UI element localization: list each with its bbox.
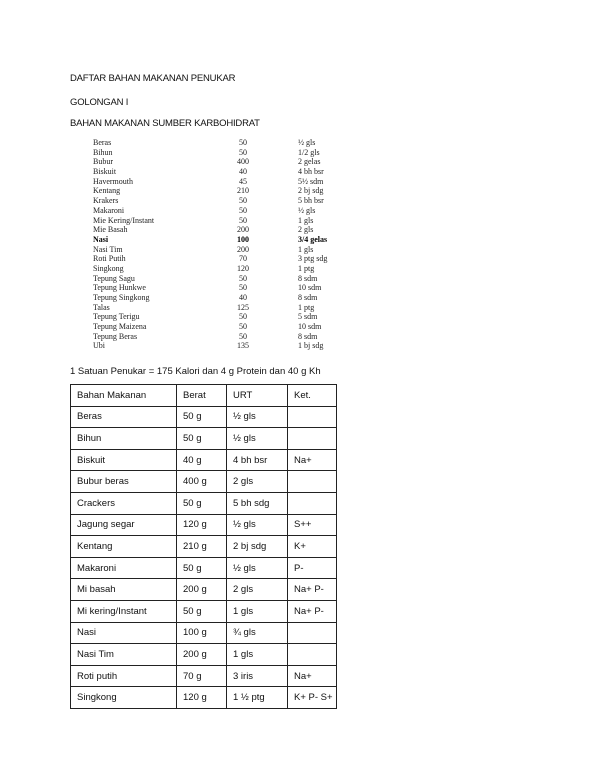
table-cell-urt: 4 bh bsr	[227, 449, 288, 471]
table-cell-urt: ½ gls	[227, 428, 288, 450]
table-cell-bahan: Bubur beras	[71, 471, 177, 493]
list-item-name: Mie Basah	[93, 225, 128, 235]
list-item-weight: 200	[237, 225, 249, 235]
food-exchange-table	[70, 384, 337, 709]
table-row	[71, 600, 337, 622]
table-cell-urt: 2 gls	[227, 579, 288, 601]
list-item-urt: 1 bj sdg	[298, 341, 324, 351]
list-item-weight: 70	[239, 254, 247, 264]
list-item-weight: 50	[239, 283, 247, 293]
list-item-urt: 4 bh bsr	[298, 167, 324, 177]
table-cell-berat: 70 g	[177, 665, 227, 687]
list-item-urt: 5 sdm	[298, 312, 318, 322]
table-cell-urt: 2 gls	[227, 471, 288, 493]
table-row	[71, 449, 337, 471]
list-item-weight: 40	[239, 293, 247, 302]
table-cell-berat: 50 g	[177, 557, 227, 579]
column-header-bahan: Bahan Makanan	[71, 385, 177, 407]
table-cell-berat: 200 g	[177, 579, 227, 601]
list-item-urt: 1 gls	[298, 244, 314, 254]
table-cell-bahan: Nasi Tim	[71, 644, 177, 666]
list-item-urt: 10 sdm	[298, 322, 322, 332]
list-item-name: Bihun	[93, 147, 113, 157]
list-item-name: Mie Kering/Instant	[93, 215, 155, 225]
list-item-urt: 3 ptg sdg	[298, 254, 328, 264]
table-cell-urt: 3 iris	[227, 665, 288, 687]
list-item-weight: 50	[239, 322, 247, 332]
list-item-weight: 400	[237, 157, 249, 167]
group-heading: GOLONGAN I	[70, 97, 129, 108]
table-row	[71, 536, 337, 558]
list-item-weight: 50	[239, 273, 247, 283]
table-cell-urt: 1 gls	[227, 600, 288, 622]
list-item	[93, 235, 373, 245]
table-cell-bahan: Crackers	[71, 492, 177, 514]
table-header-row	[71, 385, 337, 407]
table-cell-berat: 50 g	[177, 428, 227, 450]
list-item	[93, 177, 373, 187]
list-item-weight: 50	[239, 205, 247, 215]
list-item	[93, 225, 373, 235]
table-cell-ket	[288, 492, 337, 514]
table-cell-urt: ¾ gls	[227, 622, 288, 644]
list-item-weight: 200	[237, 244, 249, 254]
list-item-name: Kentang	[93, 186, 121, 196]
table-row	[71, 687, 337, 709]
table-row	[71, 665, 337, 687]
list-item-weight: 210	[237, 186, 249, 196]
list-item-weight: 50	[239, 196, 247, 206]
list-item	[93, 264, 373, 274]
table-cell-ket: K+	[288, 536, 337, 558]
table-cell-bahan: Mi kering/Instant	[71, 600, 177, 622]
table-cell-bahan: Beras	[71, 406, 177, 428]
table-cell-ket: P-	[288, 557, 337, 579]
column-header-urt: URT	[227, 385, 288, 407]
list-item-name: Roti Putih	[93, 254, 126, 264]
list-item-weight: 125	[237, 302, 249, 312]
list-item	[93, 293, 373, 303]
table-row	[71, 406, 337, 428]
list-item	[93, 196, 373, 206]
table-cell-urt: ½ gls	[227, 514, 288, 536]
list-item	[93, 216, 373, 226]
list-item-name: Nasi	[93, 234, 109, 244]
table-cell-ket: S++	[288, 514, 337, 536]
table-cell-urt: 1 gls	[227, 644, 288, 666]
table-cell-bahan: Biskuit	[71, 449, 177, 471]
list-item-name: Bubur	[93, 157, 113, 167]
list-item	[93, 254, 373, 264]
list-item-weight: 50	[239, 138, 247, 147]
table-cell-bahan: Nasi	[71, 622, 177, 644]
list-item-urt: 3/4 gelas	[298, 234, 328, 244]
table-row	[71, 579, 337, 601]
list-item	[93, 322, 373, 332]
table-cell-ket	[288, 471, 337, 493]
list-item	[93, 303, 373, 313]
list-item-weight: 50	[239, 331, 247, 341]
list-item-name: Tepung Beras	[93, 331, 138, 341]
table-cell-urt: ½ gls	[227, 557, 288, 579]
list-item-weight: 45	[239, 176, 247, 186]
table-cell-bahan: Singkong	[71, 687, 177, 709]
list-item-urt: 8 sdm	[298, 273, 318, 283]
list-item	[93, 274, 373, 284]
table-row	[71, 514, 337, 536]
list-item-name: Tepung Maizena	[93, 322, 147, 332]
table-row	[71, 557, 337, 579]
table-cell-berat: 50 g	[177, 600, 227, 622]
table-cell-urt: 1 ½ ptg	[227, 687, 288, 709]
list-item	[93, 157, 373, 167]
list-item-name: Krakers	[93, 196, 119, 206]
table-row	[71, 644, 337, 666]
list-item	[93, 186, 373, 196]
table-cell-berat: 50 g	[177, 492, 227, 514]
table-cell-berat: 200 g	[177, 644, 227, 666]
table-cell-berat: 210 g	[177, 536, 227, 558]
list-item-weight: 100	[237, 234, 249, 244]
table-cell-ket: Na+ P-	[288, 579, 337, 601]
table-cell-ket	[288, 622, 337, 644]
list-item-urt: 2 gelas	[298, 157, 321, 167]
table-cell-berat: 120 g	[177, 687, 227, 709]
table-cell-ket	[288, 428, 337, 450]
list-item-weight: 50	[239, 215, 247, 225]
list-item-weight: 135	[237, 341, 249, 351]
list-item-name: Talas	[93, 302, 110, 312]
table-cell-berat: 120 g	[177, 514, 227, 536]
list-item-name: Nasi Tim	[93, 244, 123, 254]
table-row	[71, 492, 337, 514]
list-item-name: Makaroni	[93, 205, 125, 215]
list-item-urt: 10 sdm	[298, 283, 322, 293]
list-item-name: Ubi	[93, 341, 105, 351]
list-item	[93, 341, 373, 351]
list-item	[93, 167, 373, 177]
column-header-berat: Berat	[177, 385, 227, 407]
list-item	[93, 138, 373, 148]
list-item-urt: ½ gls	[298, 138, 316, 147]
list-item-urt: 1 ptg	[298, 302, 315, 312]
table-cell-bahan: Jagung segar	[71, 514, 177, 536]
table-cell-urt: 2 bj sdg	[227, 536, 288, 558]
list-item-name: Tepung Sagu	[93, 273, 135, 283]
table-cell-urt: 5 bh sdg	[227, 492, 288, 514]
list-item	[93, 206, 373, 216]
list-item-urt: ½ gls	[298, 205, 316, 215]
column-header-ket: Ket.	[288, 385, 337, 407]
list-item-name: Tepung Hunkwe	[93, 283, 146, 293]
list-item-urt: 8 sdm	[298, 293, 318, 302]
table-cell-bahan: Bihun	[71, 428, 177, 450]
list-item-urt: 2 gls	[298, 225, 314, 235]
list-item-name: Tepung Terigu	[93, 312, 140, 322]
table-cell-bahan: Mi basah	[71, 579, 177, 601]
table-cell-berat: 40 g	[177, 449, 227, 471]
table-cell-ket: K+ P- S+	[288, 687, 337, 709]
table-row	[71, 622, 337, 644]
table-cell-bahan: Roti putih	[71, 665, 177, 687]
list-item-urt: 1 ptg	[298, 263, 315, 273]
category-heading: BAHAN MAKANAN SUMBER KARBOHIDRAT	[70, 118, 260, 129]
list-item-weight: 40	[239, 167, 247, 177]
table-cell-bahan: Kentang	[71, 536, 177, 558]
list-item-urt: 1 gls	[298, 215, 314, 225]
list-item-name: Havermouth	[93, 176, 133, 186]
table-row	[71, 471, 337, 493]
table-cell-ket	[288, 406, 337, 428]
list-item-urt: 5 bh bsr	[298, 196, 324, 206]
list-item	[93, 332, 373, 342]
table-cell-bahan: Makaroni	[71, 557, 177, 579]
list-item-name: Singkong	[93, 263, 124, 273]
table-cell-berat: 100 g	[177, 622, 227, 644]
list-item-weight: 120	[237, 263, 249, 273]
table-cell-berat: 50 g	[177, 406, 227, 428]
list-item	[93, 283, 373, 293]
table-cell-berat: 400 g	[177, 471, 227, 493]
list-item	[93, 312, 373, 322]
list-item-weight: 50	[239, 147, 247, 157]
table-cell-ket: Na+	[288, 449, 337, 471]
document-title: DAFTAR BAHAN MAKANAN PENUKAR	[70, 73, 236, 84]
list-item-name: Tepung Singkong	[93, 293, 150, 302]
table-row	[71, 428, 337, 450]
table-cell-ket: Na+	[288, 665, 337, 687]
list-item	[93, 245, 373, 255]
exchange-list	[93, 138, 373, 351]
list-item-name: Biskuit	[93, 167, 117, 177]
list-item-name: Beras	[93, 138, 112, 147]
list-item	[93, 148, 373, 158]
list-item-urt: 1/2 gls	[298, 147, 320, 157]
list-item-weight: 50	[239, 312, 247, 322]
table-cell-ket: Na+ P-	[288, 600, 337, 622]
exchange-summary: 1 Satuan Penukar = 175 Kalori dan 4 g Protein dan 40 g Kh	[70, 366, 321, 377]
list-item-urt: 8 sdm	[298, 331, 318, 341]
list-item-urt: 5½ sdm	[298, 176, 324, 186]
table-cell-urt: ½ gls	[227, 406, 288, 428]
list-item-urt: 2 bj sdg	[298, 186, 324, 196]
table-cell-ket	[288, 644, 337, 666]
